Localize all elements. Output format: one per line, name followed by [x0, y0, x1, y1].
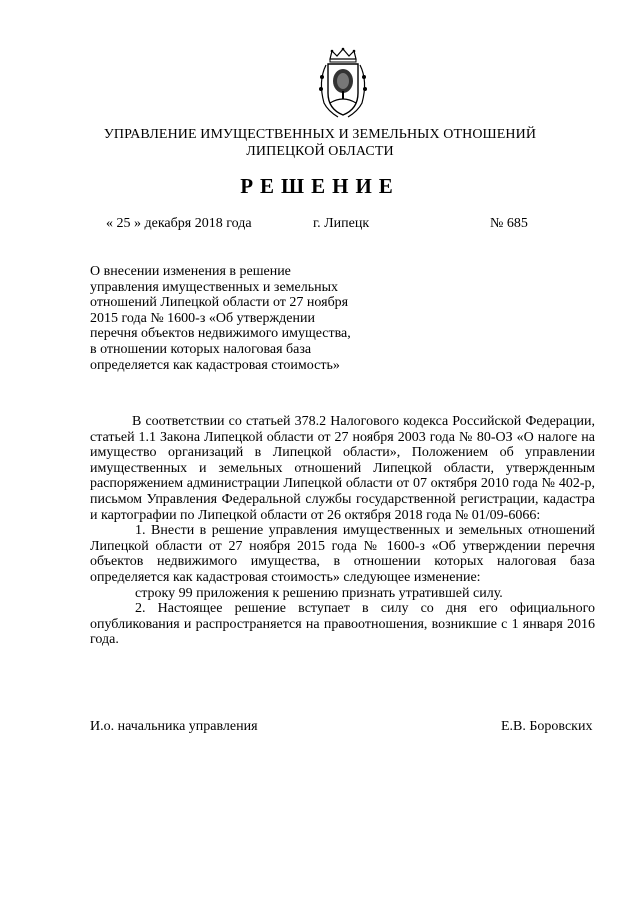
coat-of-arms-emblem: [312, 47, 374, 119]
document-number: № 685: [490, 216, 528, 231]
document-title: РЕШЕНИЕ: [240, 174, 400, 198]
document-subject: О внесении изменения в решение управления имущественных и земельных отношений Липецкой области от 27 ноября 2015 года № 1600-з «Об утверждении перечня объектов недвижимого имущества, в отношении которых налоговая база определяется как кадастровая стоимость»: [90, 264, 351, 373]
preamble-paragraph: В соответствии со статьей 378.2 Налогового кодекса Российской Федерации, статьей 1.1 Закона Липецкой области от 27 ноября 2003 года № 80-ОЗ «О налоге на имущество организаций в Липецкой области», Положением об управлении имущественных и земельных отношений Липецкой области, утвержденным распоряжением администрации Липецкой области от 07 октября 2010 года № 402-р, письмом Управления Федеральной службы государственной регистрации, кадастра и картографии по Липецкой области от 26 октября 2018 года № 01/09-6066:: [90, 414, 595, 523]
document-date: « 25 » декабря 2018 года: [106, 216, 252, 231]
item-1-paragraph: 1. Внести в решение управления имущественных и земельных отношений Липецкой области от 27 ноября 2015 года № 1600-з «Об утверждении перечня объектов недвижимого имущества, в отношении которых налоговая база определяется как кадастровая стоимость» следующее изменение:: [90, 523, 595, 585]
signatory-name: Е.В. Боровских: [501, 719, 593, 734]
signatory-position: И.о. начальника управления: [90, 719, 258, 734]
item-1-change-paragraph: строку 99 приложения к решению признать утратившей силу.: [135, 585, 503, 601]
item-2-paragraph: 2. Настоящее решение вступает в силу со дня его официального опубликования и распространяется на правоотношения, возникшие с 1 января 2016 года.: [90, 601, 595, 648]
org-line-1: УПРАВЛЕНИЕ ИМУЩЕСТВЕННЫХ И ЗЕМЕЛЬНЫХ ОТНОШЕНИЙ: [103, 127, 537, 142]
org-line-2: ЛИПЕЦКОЙ ОБЛАСТИ: [246, 144, 394, 159]
document-body: [90, 414, 595, 648]
organization-name: [60, 126, 580, 160]
document-city: г. Липецк: [313, 216, 370, 231]
